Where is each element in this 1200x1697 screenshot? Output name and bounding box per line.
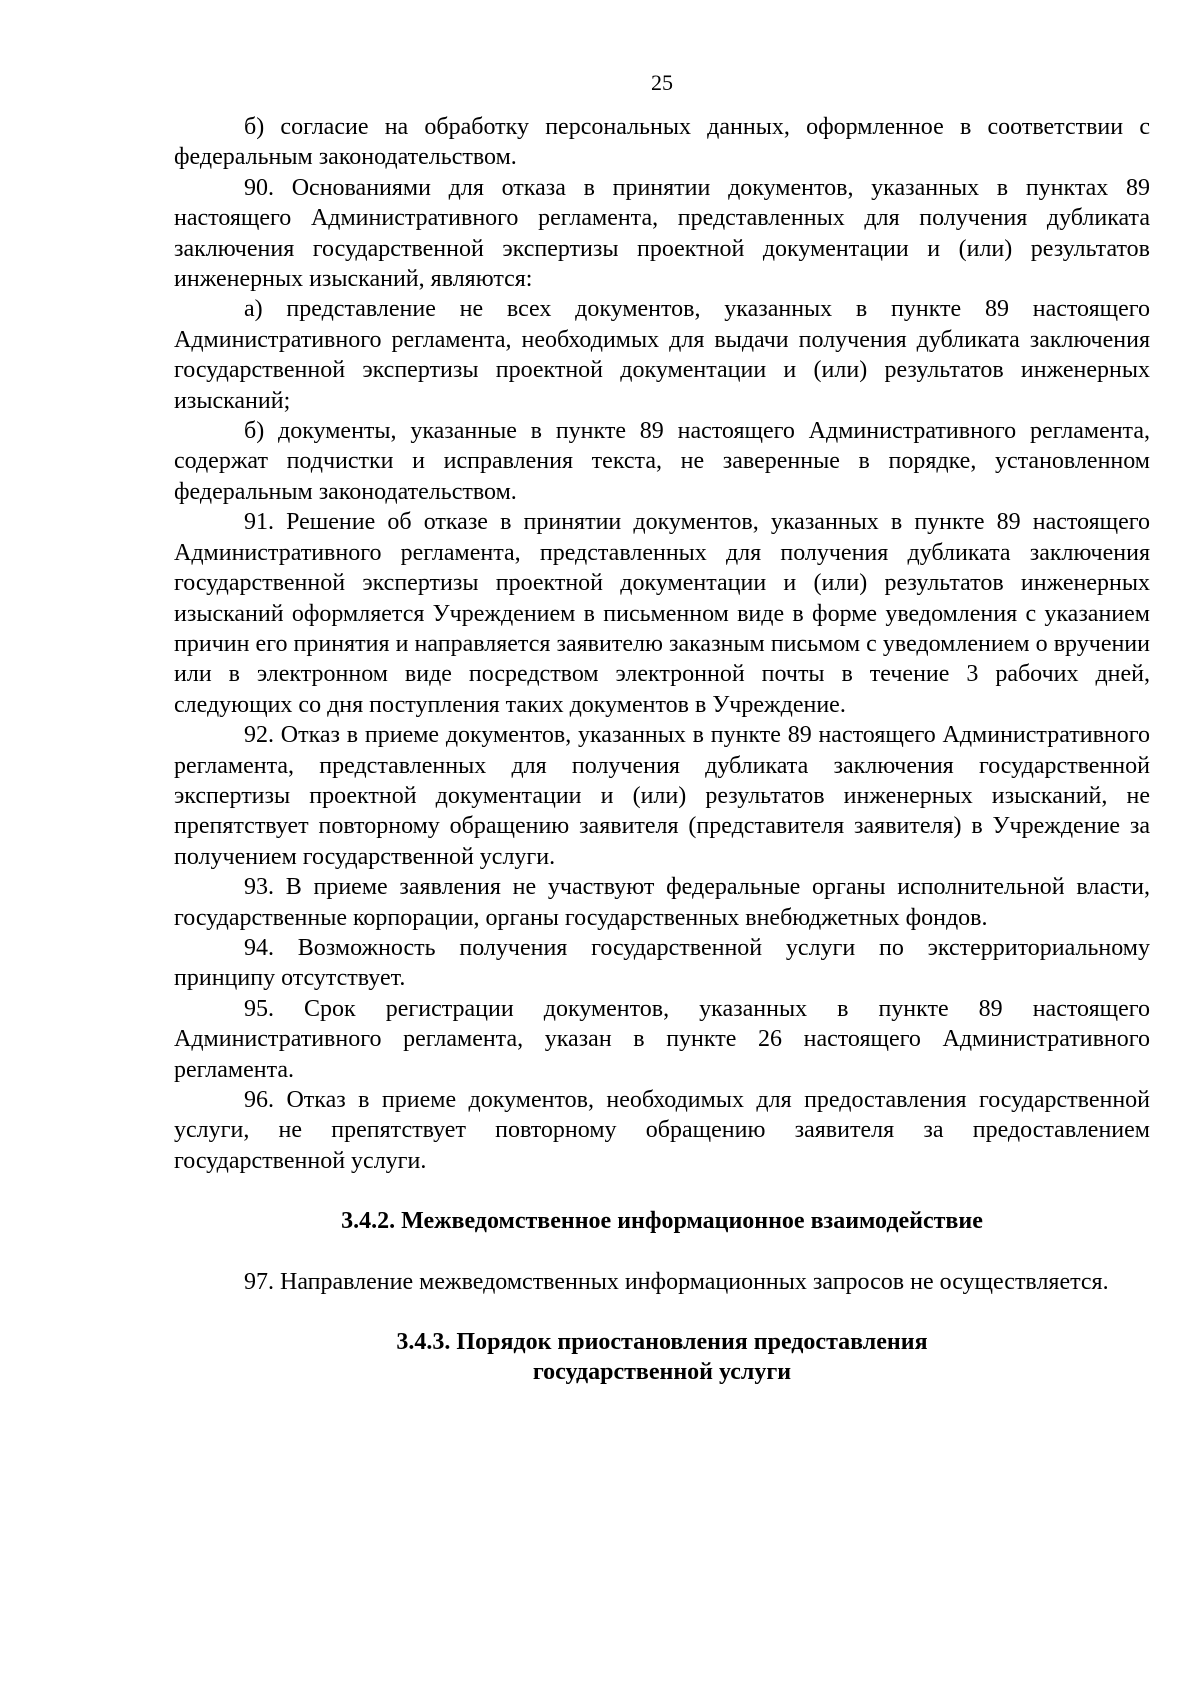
- document-page: [174, 68, 1150, 1388]
- section-heading-3-4-3: [174, 1327, 1150, 1388]
- paragraph-90-b: б) документы, указанные в пункте 89 настоящего Административного регламента, содержат подчистки и исправления текста, не заверенные в порядке, установленном федеральным законодательством.: [174, 418, 1150, 505]
- paragraph-91: 91. Решение об отказе в принятии документов, указанных в пункте 89 настоящего Административного регламента, представленных для получения дубликата заключения государственной экспертизы проектной документации и (или) результатов инженерных изысканий оформляется Учреждением в письменном виде в форме уведомления с указанием причин его принятия и направляется заявителю заказным письмом с уведомлением о вручении или в электронном виде посредством электронной почты в течение 3 рабочих дней, следующих со дня поступления таких документов в Учреждение.: [174, 509, 1150, 718]
- paragraph-96: 96. Отказ в приеме документов, необходимых для предоставления государственной услуги, не препятствует повторному обращению заявителя за предоставлением государственной услуги.: [174, 1087, 1150, 1174]
- section-heading-3-4-3-line2: государственной услуги: [532, 1359, 792, 1386]
- section-heading-3-4-3-line1: 3.4.3. Порядок приостановления предоставления: [396, 1329, 928, 1356]
- paragraph-97: 97. Направление межведомственных информационных запросов не осуществляется.: [244, 1268, 1109, 1295]
- paragraph-92: 92. Отказ в приеме документов, указанных в пункте 89 настоящего Административного регламента, представленных для получения дубликата заключения государственной экспертизы проектной документации и (или) результатов инженерных изысканий, не препятствует повторному обращению заявителя (представителя заявителя) в Учреждение за получением государственной услуги.: [174, 722, 1150, 870]
- paragraph-consent: б) согласие на обработку персональных данных, оформленное в соответствии с федеральным законодательством.: [174, 114, 1150, 171]
- paragraph-94: 94. Возможность получения государственной услуги по экстерриториальному принципу отсутствует.: [174, 934, 1150, 992]
- section-heading-3-4-2: 3.4.2. Межведомственное информационное взаимодействие: [341, 1208, 983, 1235]
- page-number: 25: [651, 70, 673, 95]
- paragraph-90-a: а) представление не всех документов, указанных в пункте 89 настоящего Административного регламента, необходимых для выдачи получения дубликата заключения государственной экспертизы проектной документации и (или) результатов инженерных изысканий;: [174, 296, 1150, 414]
- paragraph-90: 90. Основаниями для отказа в принятии документов, указанных в пунктах 89 настоящего Административного регламента, представленных для получения дубликата заключения государственной экспертизы проектной документации и (или) результатов инженерных изысканий, являются:: [174, 174, 1150, 293]
- paragraph-93: 93. В приеме заявления не участвуют федеральные органы исполнительной власти, государственные корпорации, органы государственных внебюджетных фондов.: [174, 874, 1150, 931]
- paragraph-95: 95. Срок регистрации документов, указанных в пункте 89 настоящего Административного регламента, указан в пункте 26 настоящего Административного регламента.: [174, 995, 1150, 1083]
